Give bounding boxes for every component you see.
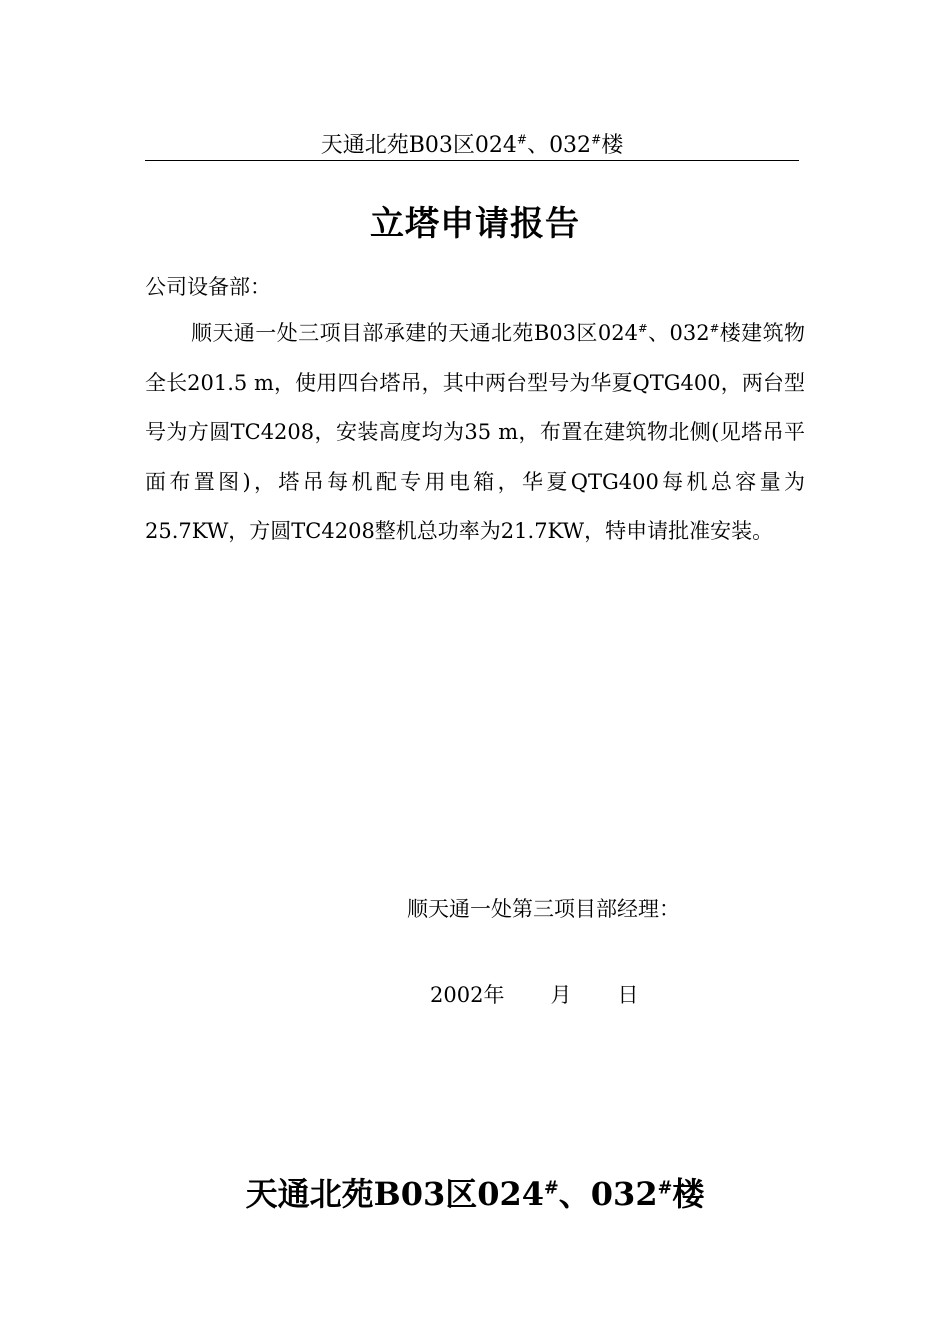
header-mark-1: #	[516, 132, 528, 147]
header-text-prefix: 天通北苑B03区024	[320, 133, 517, 158]
date-month: 月	[550, 983, 572, 1007]
header-text-suffix: 楼	[601, 133, 624, 158]
body-paragraph	[145, 309, 805, 557]
salutation: 公司设备部：	[145, 275, 271, 299]
footer-text-mid: 、032	[558, 1175, 658, 1213]
header-text-mid: 、032	[527, 133, 592, 158]
body-text-part-1: 顺天通一处三项目部承建的天通北苑B03区024	[191, 321, 638, 345]
footer-text-suffix: 楼	[672, 1175, 705, 1213]
footer-mark-1: #	[544, 1177, 559, 1199]
page-title: 立塔申请报告	[370, 204, 580, 244]
body-text-part-2: 、032	[647, 321, 710, 345]
body-mark-1: #	[637, 321, 648, 335]
body-mark-2: #	[709, 321, 720, 335]
body-text-part-3: 楼建筑物全长201.5 m，使用四台塔吊，其中两台型号为华夏QTG400，两台型号为方圆TC4208，安装高度均为35 m，布置在建筑物北侧(见塔吊平面布置图)，塔吊每机配专用电箱，华夏QTG400每机总容量为25.7KW，方圆TC4208整机总功率为21.7KW，特申请批准安装。	[145, 321, 805, 543]
date-line	[430, 980, 638, 1010]
footer-mark-2: #	[657, 1177, 673, 1199]
date-day: 日	[617, 983, 639, 1007]
signature-line: 顺天通一处第三项目部经理：	[407, 897, 680, 921]
footer-title	[0, 1170, 950, 1218]
date-year: 2002年	[430, 983, 505, 1007]
footer-text-prefix: 天通北苑B03区024	[245, 1175, 545, 1213]
header-mark-2: #	[591, 132, 602, 147]
document-header	[145, 132, 799, 161]
